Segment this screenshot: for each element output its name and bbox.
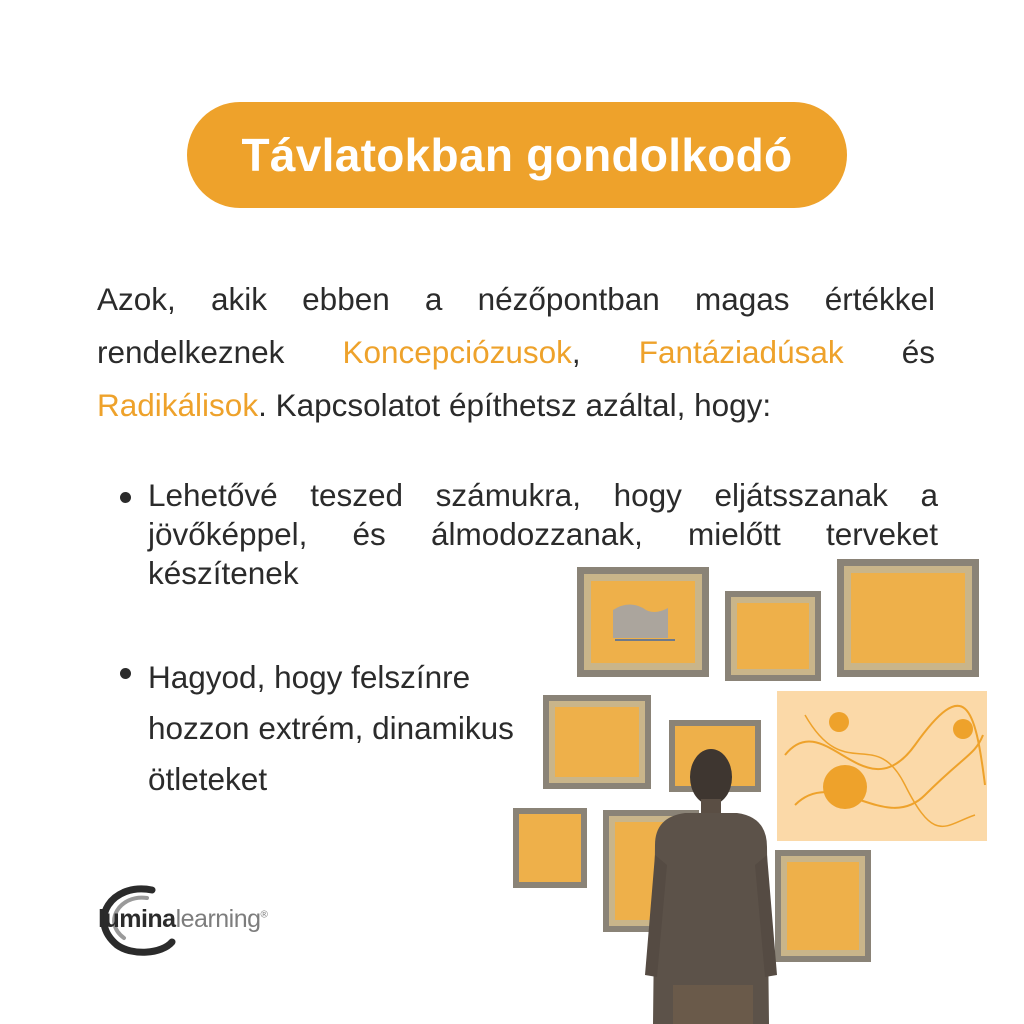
- highlight-term-1: Koncepciózusok: [342, 334, 572, 370]
- frame-middle-left: [543, 695, 651, 789]
- bullet-item-2: [148, 652, 528, 805]
- gallery-illustration: [505, 555, 1005, 1024]
- page-title: Távlatokban gondolkodó: [241, 129, 793, 181]
- intro-paragraph: [97, 273, 935, 432]
- frame-lower-right: [775, 850, 871, 962]
- bullet-text-1: Lehetővé teszed számukra, hogy eljátsszanak a jövőképpel, és álmodozzanak, mielőtt terveket készítenek: [148, 477, 938, 591]
- bullet-dot-icon: [120, 668, 131, 679]
- frame-large-top: [837, 559, 979, 677]
- intro-text-1: Azok, akik ebben a nézőpontban magas értékkel rendelkeznek: [97, 281, 935, 370]
- bullet-text-2: Hagyod, hogy felszínre hozzon extrém, dinamikus ötleteket: [148, 659, 514, 797]
- intro-sep-1: ,: [571, 334, 639, 370]
- bullet-dot-icon: [120, 492, 131, 503]
- frame-small-top: [725, 591, 821, 681]
- frame-landscape: [577, 567, 709, 677]
- intro-sep-2: és: [843, 334, 935, 370]
- highlight-term-2: Fantáziadúsak: [638, 334, 844, 370]
- abstract-panel: [777, 691, 987, 841]
- intro-text-2: . Kapcsolatot építhetsz azáltal, hogy:: [258, 387, 772, 423]
- frame-lower-left: [513, 808, 587, 888]
- highlight-term-3: Radikálisok: [97, 387, 259, 423]
- logo-word-lumina: lumina: [98, 905, 176, 933]
- logo-word-learning: learning: [175, 905, 261, 933]
- logo-wordmark: [98, 905, 267, 934]
- title-banner: [187, 102, 847, 208]
- logo-registered-mark: ®: [260, 909, 268, 921]
